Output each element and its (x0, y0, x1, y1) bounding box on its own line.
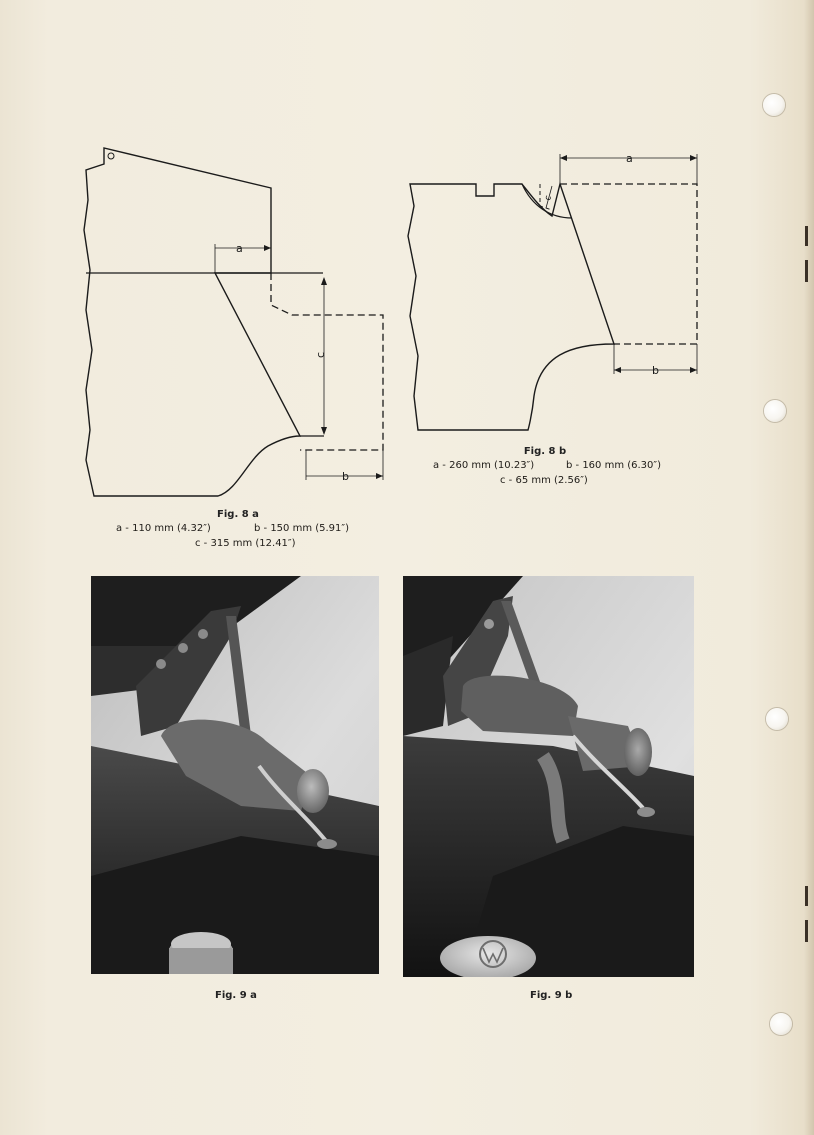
fig-9a-photo (91, 576, 379, 974)
mount-hole (108, 153, 114, 159)
page-edge-shadow (804, 0, 814, 1135)
fig-8b-dim-b: b - 160 mm (6.30″) (566, 460, 662, 471)
fig-8a-title: Fig. 8 a (217, 509, 259, 520)
dim-b-label: b (652, 364, 659, 377)
fig-8a-dim-a: a - 110 mm (4.32″) (116, 523, 211, 534)
dashed-cutout (271, 273, 383, 450)
panel-outline (84, 148, 300, 496)
dim-a-arrow-right (690, 155, 697, 161)
fig-8b-title: Fig. 8 b (523, 446, 567, 457)
dim-b-arrow-left (614, 367, 621, 373)
binder-hole (764, 400, 786, 422)
dim-c-arrow-bottom (321, 427, 327, 435)
edge-tab-mark (805, 260, 808, 282)
fig-8a-drawing (78, 140, 398, 505)
binder-hole (766, 708, 788, 730)
dim-a-label: a (236, 242, 243, 255)
fig-9a-caption: Fig. 9 a (215, 990, 257, 1001)
dim-b-arrow (376, 473, 383, 479)
fig-8b-drawing (400, 146, 710, 436)
fig-8a-dim-c: c - 315 mm (12.41″) (195, 538, 296, 549)
fig-8b-caption (420, 444, 670, 459)
edge-tab-mark (805, 920, 808, 942)
dim-a-arrow-left (560, 155, 567, 161)
fig-8a-diagram (78, 140, 398, 505)
dim-b-label: b (342, 470, 349, 483)
fig-8b-dim-a: a - 260 mm (10.23″) (433, 460, 535, 471)
fig-9b-caption: Fig. 9 b (530, 990, 573, 1001)
fig-8b-dim-c: c - 65 mm (2.56″) (500, 475, 588, 486)
dim-c-arrow-top (321, 277, 327, 285)
fig-8b-diagram (400, 146, 710, 436)
dim-c-label: c (314, 351, 327, 358)
binder-hole (763, 94, 785, 116)
edge-tab-mark (805, 226, 808, 246)
edge-tab-mark (805, 886, 808, 906)
binder-hole (770, 1013, 792, 1035)
dashed-cutout (560, 184, 697, 344)
fig-8a-caption (108, 507, 368, 522)
dim-c-label: c (543, 194, 555, 202)
fig-9b-photo (403, 576, 694, 977)
panel-outline (408, 184, 614, 430)
dim-a-label: a (626, 152, 633, 165)
dim-b-arrow-right (690, 367, 697, 373)
fig-8a-dim-b: b - 150 mm (5.91″) (254, 523, 350, 534)
dim-a-arrow (264, 245, 271, 251)
